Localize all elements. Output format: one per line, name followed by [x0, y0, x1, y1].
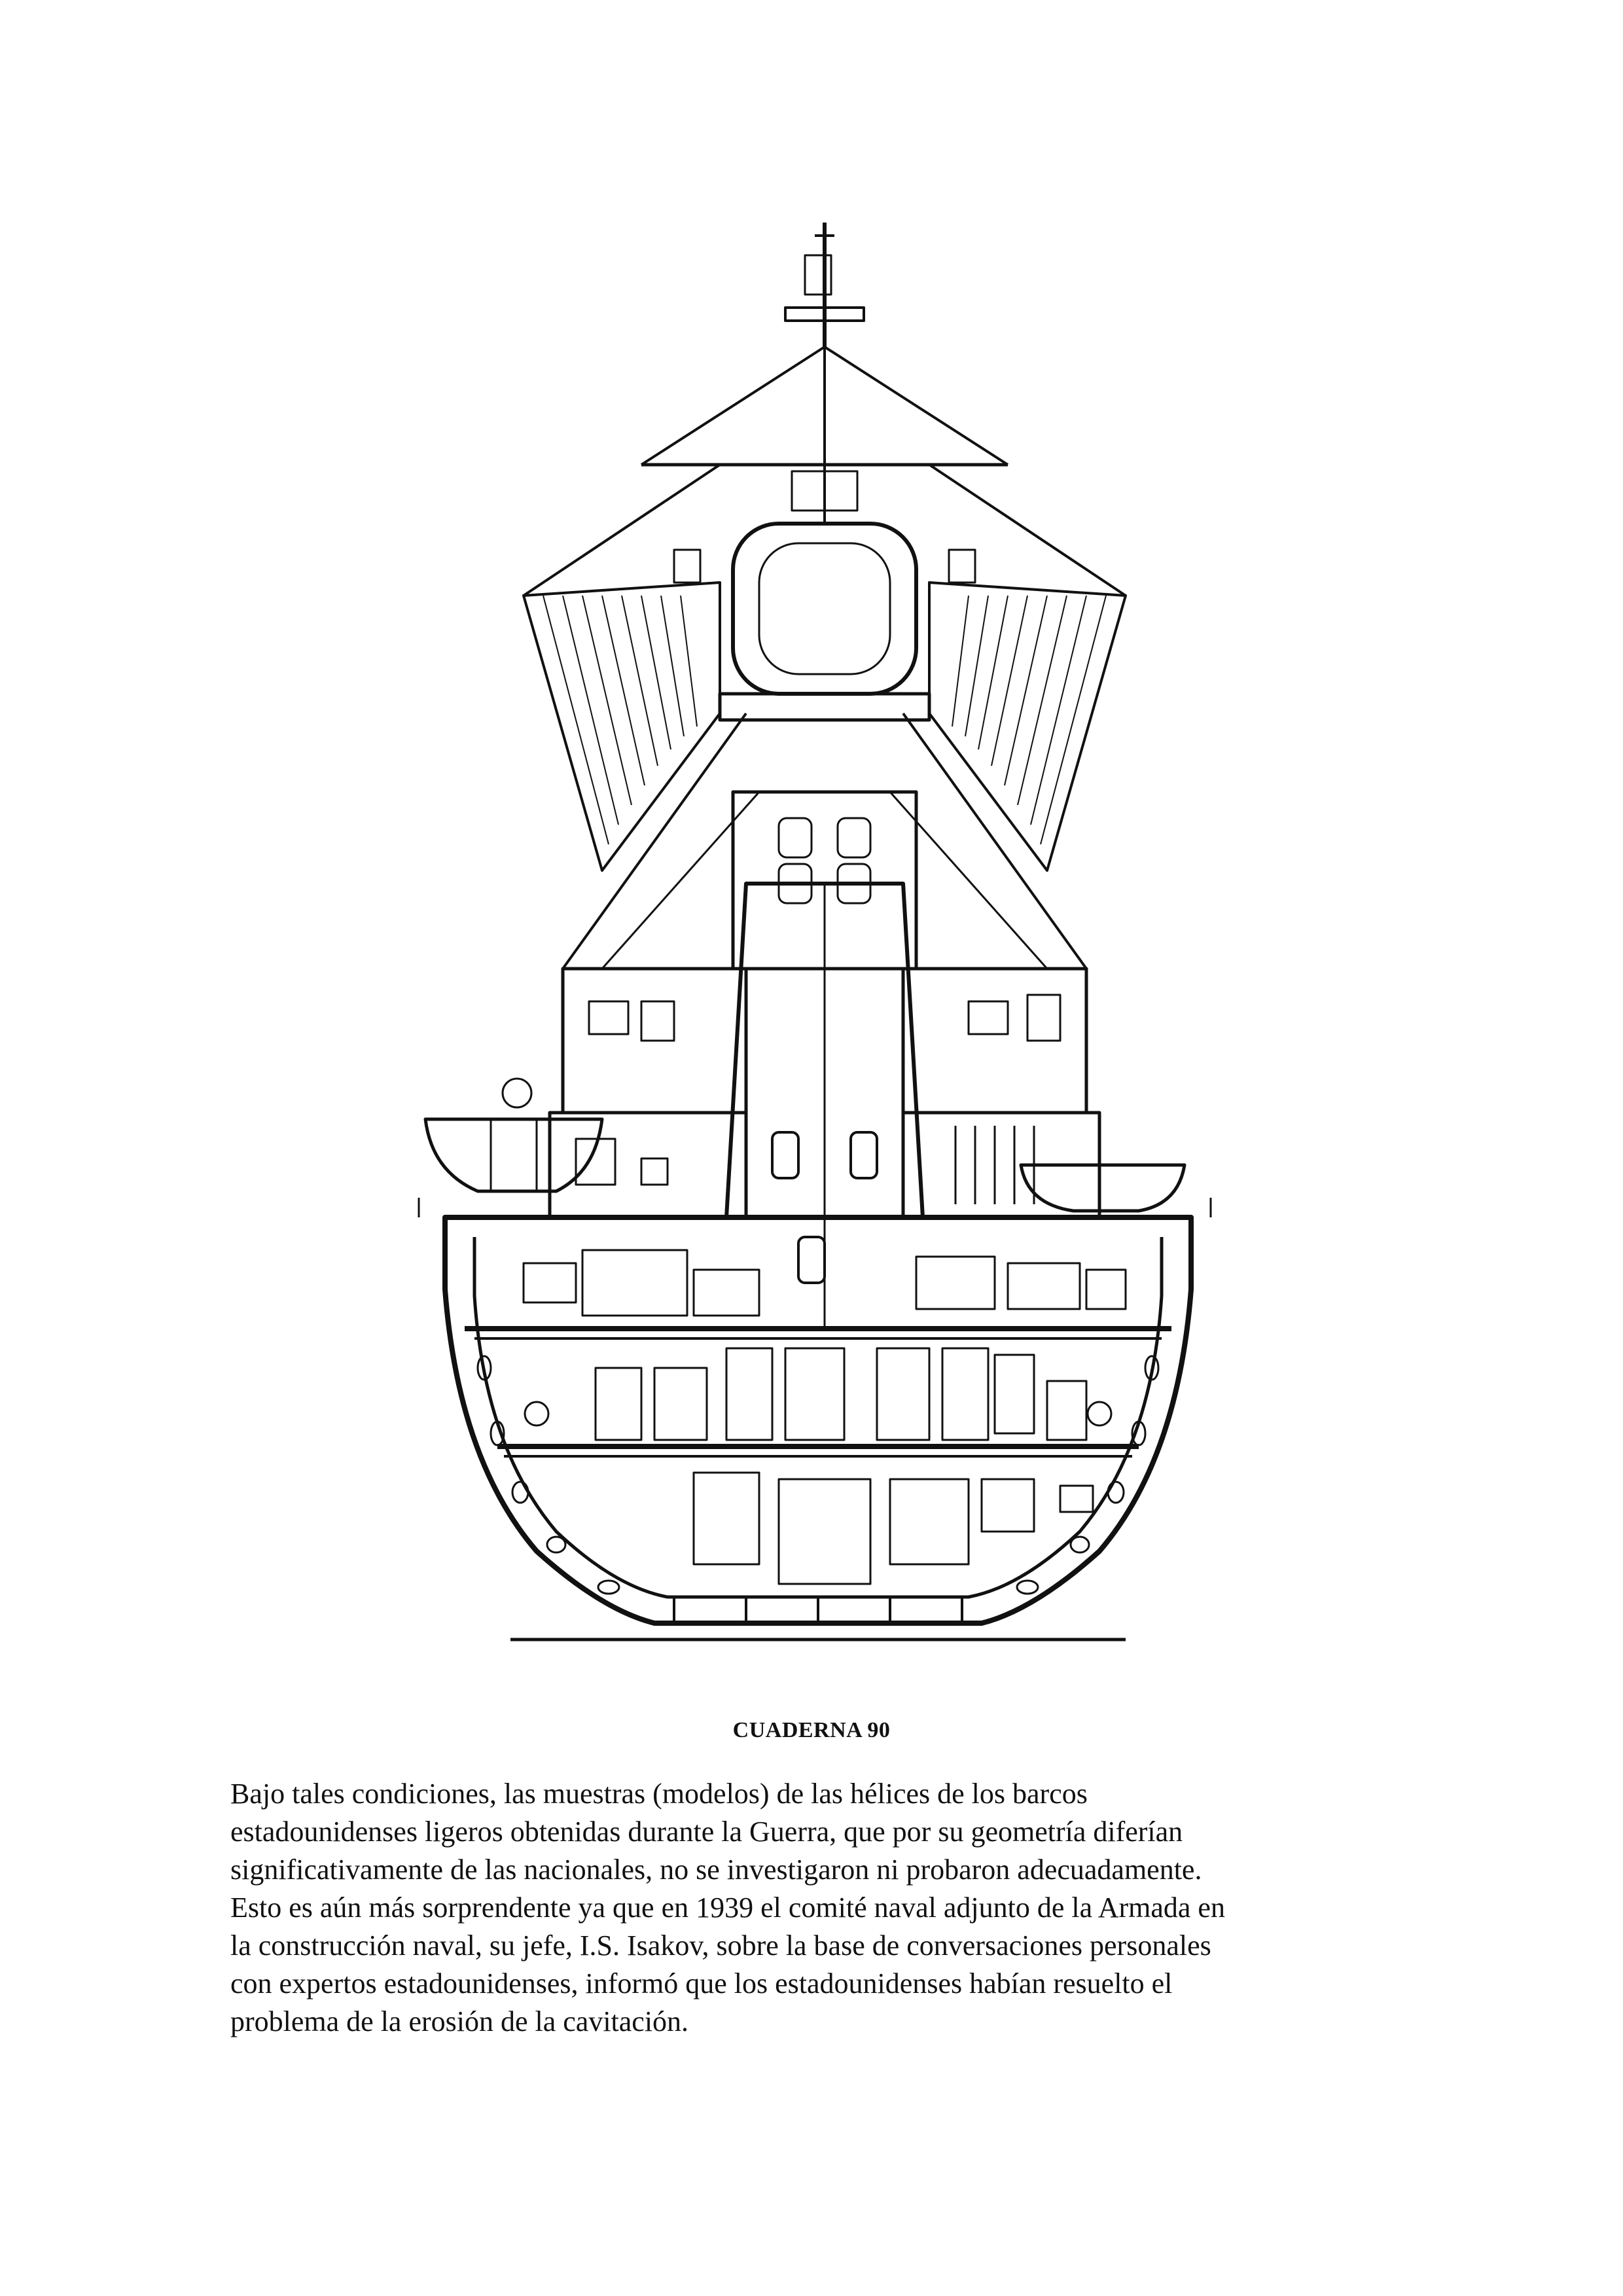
paragraph-line: Bajo tales condiciones, las muestras (modelos) de las hélices de los barcos: [230, 1778, 1088, 1810]
ship-cross-section-drawing: [406, 216, 1243, 1643]
ship-cross-section-figure: [406, 216, 1243, 1643]
body-paragraph: [230, 1775, 1408, 2041]
paragraph-line: problema de la erosión de la cavitación.: [230, 2005, 689, 2037]
paragraph-line: Esto es aún más sorprendente ya que en 1939 el comité naval adjunto de la Armada en: [230, 1892, 1225, 1924]
paragraph-line: significativamente de las nacionales, no se investigaron ni probaron adecuadamente.: [230, 1854, 1202, 1886]
paragraph-line: con expertos estadounidenses, informó que los estadounidenses habían resuelto el: [230, 1967, 1173, 2000]
paragraph-line: la construcción naval, su jefe, I.S. Isakov, sobre la base de conversaciones personales: [230, 1929, 1211, 1962]
paragraph-line: estadounidenses ligeros obtenidas durante la Guerra, que por su geometría diferían: [230, 1816, 1183, 1848]
figure-caption: CUADERNA 90: [732, 1718, 891, 1742]
